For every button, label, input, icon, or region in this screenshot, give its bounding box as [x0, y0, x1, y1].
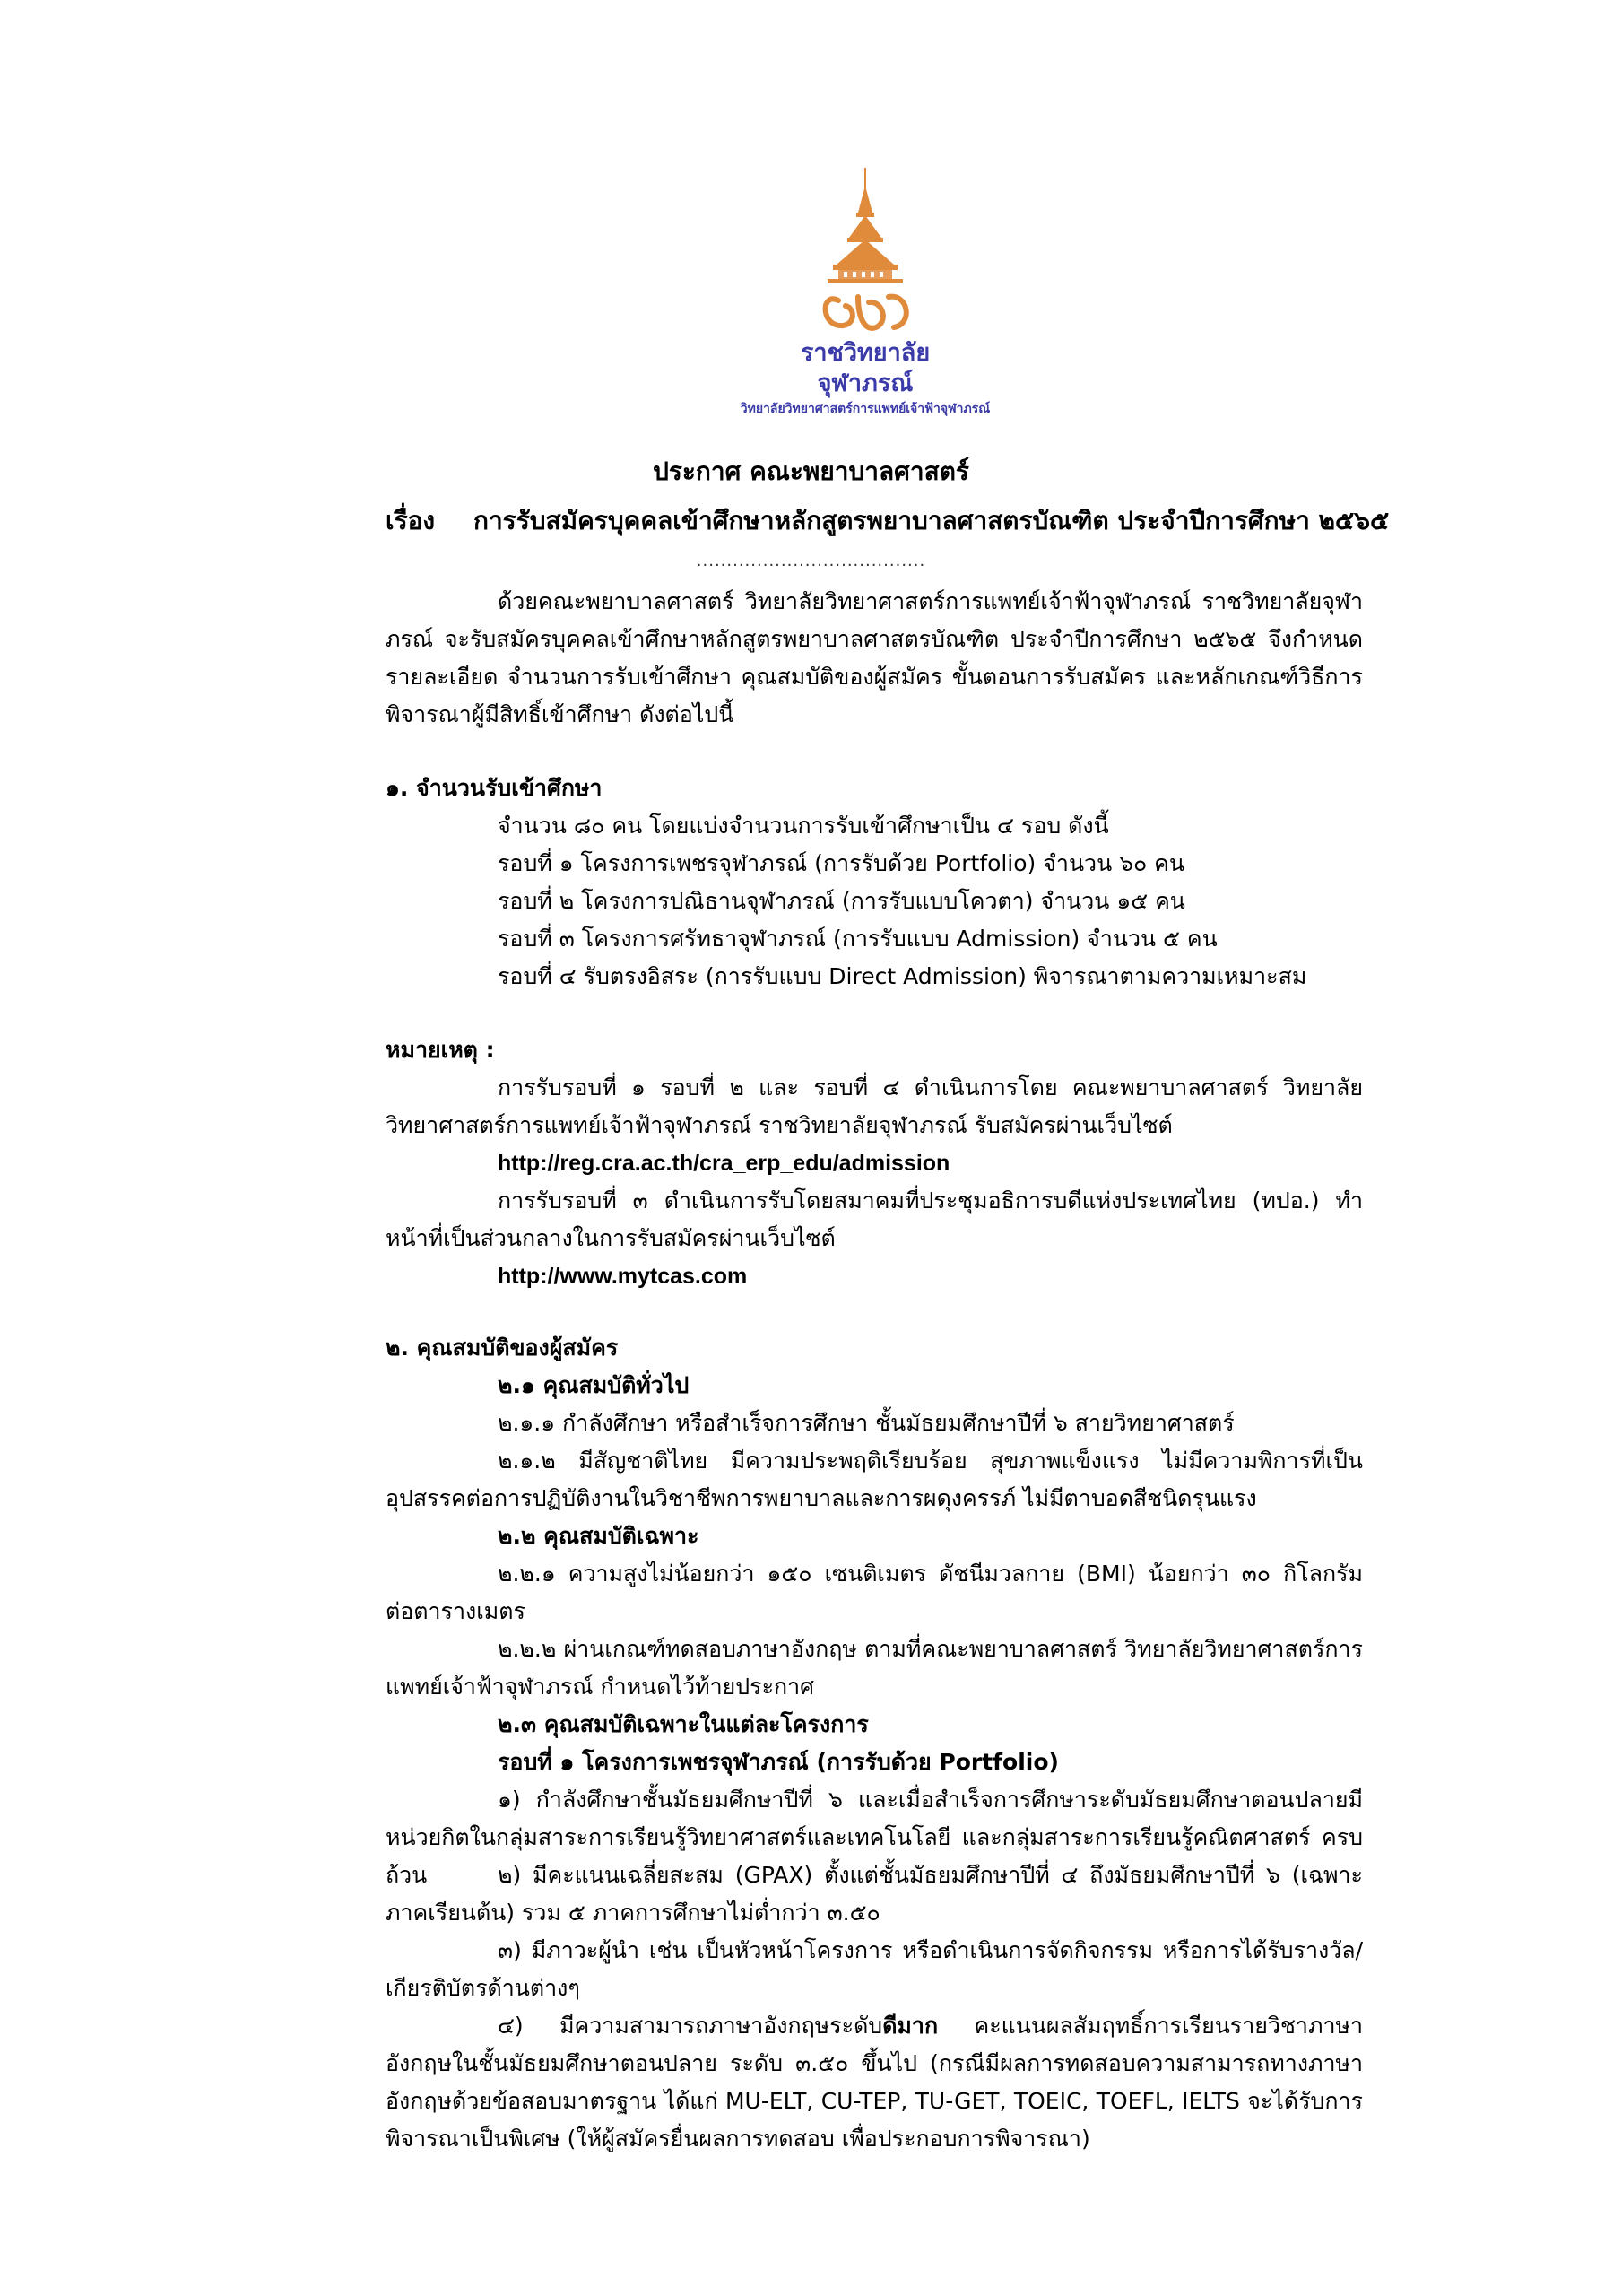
- section23-heading: ๒.๓ คุณสมบัติเฉพาะในแต่ละโครงการ: [498, 1711, 869, 1737]
- section22-heading: ๒.๒ คุณสมบัติเฉพาะ: [498, 1523, 699, 1549]
- logo-name-line3: วิทยาลัยวิทยาศาสตร์การแพทย์เจ้าฟ้าจุฬาภรณ์: [740, 402, 991, 416]
- section21-heading: ๒.๑ คุณสมบัติทั่วไป: [498, 1372, 690, 1398]
- item4-bold: ดีมาก: [882, 2013, 939, 2039]
- item4-pre: ๔) มีความสามารถภาษาอังกฤษระดับ: [498, 2013, 883, 2039]
- announcement-title: ประกาศ คณะพยาบาลศาสตร์: [653, 457, 969, 486]
- admission-url-link[interactable]: http://reg.cra.ac.th/cra_erp_edu/admission: [498, 1151, 950, 1176]
- section1-line: จำนวน ๘๐ คน โดยแบ่งจำนวนการรับเข้าศึกษาเป็น ๔ รอบ ดังนี้: [498, 813, 1109, 839]
- item4-post: คะแนนผลสัมฤทธิ์การเรียนรายวิชาภาษาอังกฤษในชั้นมัธยมศึกษาตอนปลาย ระดับ ๓.๕๐ ขึ้นไป (กรณีมีผลการทดสอบความสามารถทางภาษาอังกฤษด้วยข้อสอบมาตรฐาน ได้แก่ MU-ELT, CU-TEP, TU-GET, TOEIC, TOEFL, IELTS จะได้รับการพิจารณาเป็นพิเศษ (ให้ผู้สมัครยื่นผลการทดสอบ เพื่อประกอบการพิจารณา): [386, 2013, 1364, 2152]
- college-logo: [717, 166, 1013, 444]
- round1-item-1: ๑) กำลังศึกษาชั้นมัธยมศึกษาปีที่ ๖ และเมื่อสำเร็จการศึกษาระดับมัธยมศึกษาตอนปลายมีหน่วยกิตในกลุ่มสาระการเรียนรู้วิทยาศาสตร์และเทคโนโลยี และกลุ่มสาระการเรียนรู้คณิตศาสตร์ ครบถ้วน: [386, 1787, 1363, 1888]
- note-paragraph-2: การรับรอบที่ ๓ ดำเนินการรับโดยสมาคมที่ประชุมอธิการบดีแห่งประเทศไทย (ทปอ.) ทำหน้าที่เป็นส่วนกลางในการรับสมัครผ่านเว็บไซต์: [386, 1187, 1363, 1251]
- logo-name-line2: จุฬาภรณ์: [817, 370, 914, 397]
- section1-heading: ๑. จำนวนรับเข้าศึกษา: [386, 775, 603, 801]
- note-heading: หมายเหตุ :: [386, 1037, 495, 1063]
- round1-item-3: ๓) มีภาวะผู้นำ เช่น เป็นหัวหน้าโครงการ หรือดำเนินการจัดกิจกรรม หรือการได้รับรางวัล/เกียรติบัตรด้านต่างๆ: [386, 1937, 1363, 2001]
- note-paragraph-1: การรับรอบที่ ๑ รอบที่ ๒ และ รอบที่ ๔ ดำเนินการโดย คณะพยาบาลศาสตร์ วิทยาลัยวิทยาศาสตร์การแพทย์เจ้าฟ้าจุฬาภรณ์ ราชวิทยาลัยจุฬาภรณ์ รับสมัครผ่านเว็บไซต์: [386, 1074, 1363, 1138]
- section212-text: ๒.๑.๒ มีสัญชาติไทย มีความประพฤติเรียบร้อย สุขภาพแข็งแรง ไม่มีความพิการที่เป็นอุปสรรคต่อการปฏิบัติงานในวิชาชีพการพยาบาลและการผดุงครรภ์ ไม่มีตาบอดสีชนิดรุนแรง: [386, 1448, 1363, 1511]
- round1-item-4: [386, 2007, 1363, 2158]
- divider: ......................................: [696, 552, 926, 570]
- pagoda-emblem-icon: [802, 166, 928, 336]
- subject-text: การรับสมัครบุคคลเข้าศึกษาหลักสูตรพยาบาลศาสตรบัณฑิต ประจำปีการศึกษา ๒๕๖๕: [473, 506, 1390, 535]
- subject-label: เรื่อง: [386, 506, 436, 535]
- announcement-subject: [386, 502, 1389, 540]
- section221-text: ๒.๒.๑ ความสูงไม่น้อยกว่า ๑๕๐ เซนติเมตร ดัชนีมวลกาย (BMI) น้อยกว่า ๓๐ กิโลกรัมต่อตารางเมตร: [386, 1561, 1363, 1624]
- section1-line: รอบที่ ๑ โครงการเพชรจุฬาภรณ์ (การรับด้วย Portfolio) จำนวน ๖๐ คน: [498, 850, 1184, 876]
- section1-line: รอบที่ ๔ รับตรงอิสระ (การรับแบบ Direct Admission) พิจารณาตามความเหมาะสม: [498, 963, 1307, 989]
- mytcas-url-link[interactable]: http://www.mytcas.com: [498, 1264, 748, 1289]
- round1-item-2: ๒) มีคะแนนเฉลี่ยสะสม (GPAX) ตั้งแต่ชั้นมัธยมศึกษาปีที่ ๔ ถึงมัธยมศึกษาปีที่ ๖ (เฉพาะภาคเรียนต้น) รวม ๕ ภาคการศึกษาไม่ต่ำกว่า ๓.๕๐: [386, 1862, 1363, 1926]
- intro-paragraph: ด้วยคณะพยาบาลศาสตร์ วิทยาลัยวิทยาศาสตร์การแพทย์เจ้าฟ้าจุฬาภรณ์ ราชวิทยาลัยจุฬาภรณ์ จะรับสมัครบุคคลเข้าศึกษาหลักสูตรพยาบาลศาสตรบัณฑิต ประจำปีการศึกษา ๒๕๖๕ จึงกำหนดรายละเอียด จำนวนการรับเข้าศึกษา คุณสมบัติของผู้สมัคร ขั้นตอนการรับสมัคร และหลักเกณฑ์วิธีการพิจารณาผู้มีสิทธิ์เข้าศึกษา ดังต่อไปนี้: [386, 588, 1363, 727]
- section1-line: รอบที่ ๒ โครงการปณิธานจุฬาภรณ์ (การรับแบบโควตา) จำนวน ๑๕ คน: [498, 888, 1185, 914]
- section211-text: ๒.๑.๑ กำลังศึกษา หรือสำเร็จการศึกษา ชั้นมัธยมศึกษาปีที่ ๖ สายวิทยาศาสตร์: [498, 1410, 1235, 1436]
- section1-line: รอบที่ ๓ โครงการศรัทธาจุฬาภรณ์ (การรับแบบ Admission) จำนวน ๕ คน: [498, 926, 1218, 952]
- section2-heading: ๒. คุณสมบัติของผู้สมัคร: [386, 1335, 619, 1361]
- section222-text: ๒.๒.๒ ผ่านเกณฑ์ทดสอบภาษาอังกฤษ ตามที่คณะพยาบาลศาสตร์ วิทยาลัยวิทยาศาสตร์การแพทย์เจ้าฟ้าจุฬาภรณ์ กำหนดไว้ท้ายประกาศ: [386, 1636, 1363, 1700]
- logo-name-line1: ราชวิทยาลัย: [800, 339, 931, 367]
- round1-heading: รอบที่ ๑ โครงการเพชรจุฬาภรณ์ (การรับด้วย Portfolio): [498, 1749, 1059, 1775]
